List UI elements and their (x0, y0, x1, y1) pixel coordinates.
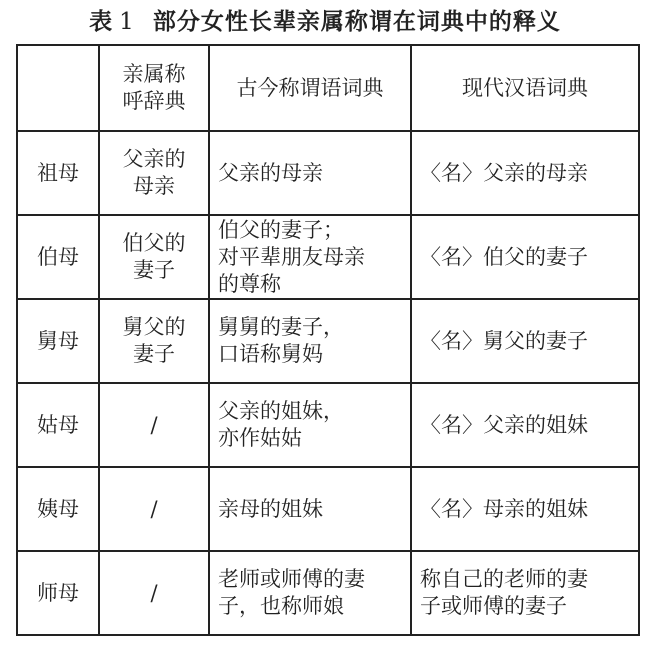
term-cell: 师母 (17, 551, 99, 635)
ancient-modern-dict-cell: 父亲的姐妹， 亦作姑姑 (209, 383, 411, 467)
term-cell: 姑母 (17, 383, 99, 467)
term-cell: 姨母 (17, 467, 99, 551)
header-cell-empty (17, 45, 99, 131)
term-cell: 伯母 (17, 215, 99, 299)
ancient-modern-dict-cell: 舅舅的妻子， 口语称舅妈 (209, 299, 411, 383)
header-line: 古今称谓语词典 (236, 75, 384, 100)
table-row (17, 383, 639, 467)
header-line: 现代汉语词典 (462, 75, 588, 100)
kinship-dict-cell: 伯父的 妻子 (99, 215, 209, 299)
ancient-modern-dict-cell: 伯父的妻子； 对平辈朋友母亲 的尊称 (209, 215, 411, 299)
definitions-table (16, 44, 640, 636)
modern-chinese-dict-cell: 〈名〉父亲的姐妹 (411, 383, 639, 467)
modern-chinese-dict-cell: 〈名〉父亲的母亲 (411, 131, 639, 215)
kinship-dict-cell: / (99, 551, 209, 635)
modern-chinese-dict-cell: 〈名〉伯父的妻子 (411, 215, 639, 299)
ancient-modern-dict-cell: 亲母的姐妹 (209, 467, 411, 551)
term-cell: 舅母 (17, 299, 99, 383)
table-header-row (17, 45, 639, 131)
table-row (17, 299, 639, 383)
table-caption-number: 1 (119, 9, 135, 35)
modern-chinese-dict-cell: 〈名〉舅父的妻子 (411, 299, 639, 383)
header-cell-kinship-dictionary (99, 45, 209, 131)
table-caption (0, 4, 650, 40)
ancient-modern-dict-cell: 老师或师傅的妻 子，也称师娘 (209, 551, 411, 635)
modern-chinese-dict-cell: 〈名〉母亲的姐妹 (411, 467, 639, 551)
kinship-dict-cell: 父亲的 母亲 (99, 131, 209, 215)
modern-chinese-dict-cell: 称自己的老师的妻 子或师傅的妻子 (411, 551, 639, 635)
table-row (17, 467, 639, 551)
header-line: 呼辞典 (122, 89, 186, 113)
table-caption-label: 表 (89, 8, 114, 35)
term-cell: 祖母 (17, 131, 99, 215)
ancient-modern-dict-cell: 父亲的母亲 (209, 131, 411, 215)
kinship-dict-cell: / (99, 467, 209, 551)
table-row (17, 215, 639, 299)
kinship-dict-cell: 舅父的 妻子 (99, 299, 209, 383)
header-cell-modern-chinese-dictionary (411, 45, 639, 131)
table-row (17, 551, 639, 635)
header-cell-ancient-modern-dictionary (209, 45, 411, 131)
table-caption-text: 部分女性长辈亲属称谓在词典中的释义 (152, 8, 561, 35)
kinship-dict-cell: / (99, 383, 209, 467)
header-line: 亲属称 (122, 62, 186, 86)
table-row (17, 131, 639, 215)
